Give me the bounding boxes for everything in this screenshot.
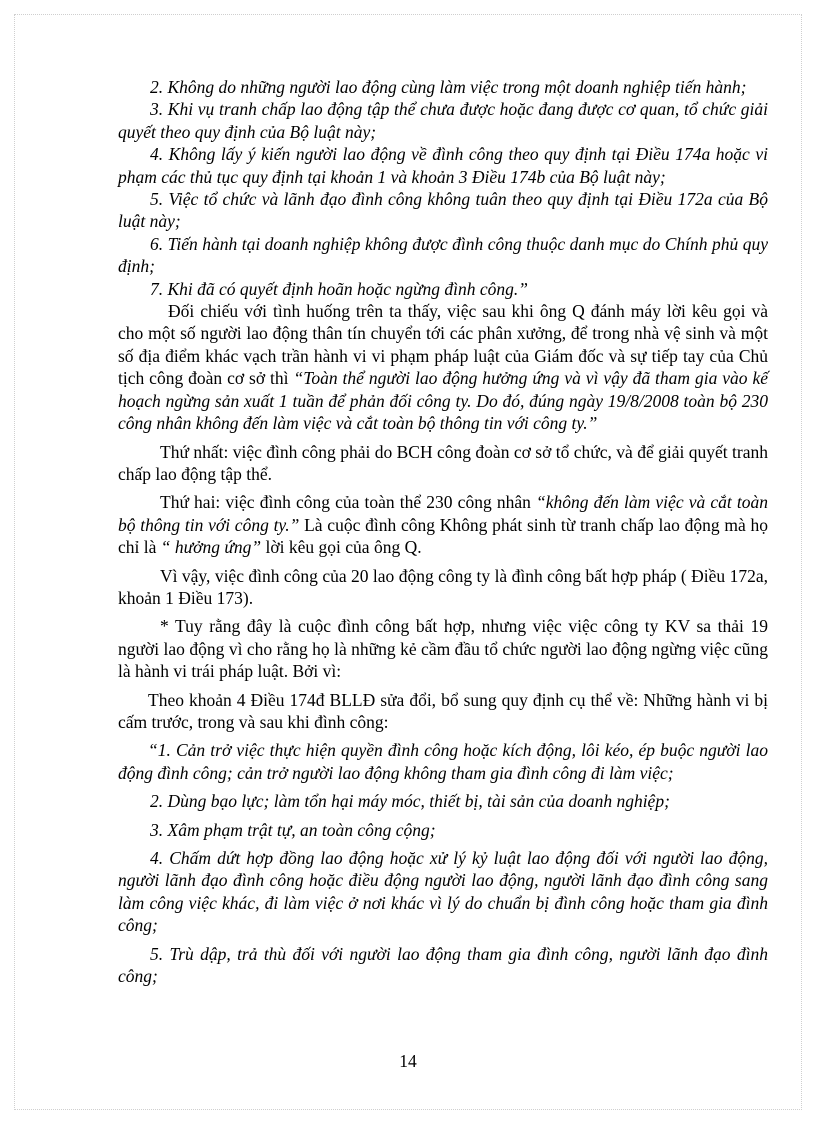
- paragraph: “1. Cản trở việc thực hiện quyền đình công hoặc kích động, lôi kéo, ép buộc người lao động đình công; cản trở người lao động không tham gia đình công đi làm việc;: [118, 740, 768, 783]
- quoted-text: “không đến làm việc và cắt toàn bộ thông tin với công ty.”: [118, 492, 768, 535]
- quoted-text: “ hưởng ứng”: [160, 537, 262, 558]
- paragraph: Theo khoản 4 Điều 174đ BLLĐ sửa đổi, bổ sung quy định cụ thể về: Những hành vi bị cấm trước, trong và sau khi đình công:: [118, 689, 768, 732]
- paragraph: 6. Tiến hành tại doanh nghiệp không được đình công thuộc danh mục do Chính phủ quy định;: [118, 233, 768, 277]
- paragraph: 2. Dùng bạo lực; làm tổn hại máy móc, thiết bị, tài sản của doanh nghiệp;: [150, 791, 670, 812]
- paragraph-text: Thứ hai: việc đình công của toàn thể 230 công nhân: [160, 492, 536, 513]
- document-body: [118, 76, 768, 987]
- paragraph: [118, 491, 768, 558]
- paragraph-text: lời kêu gọi của ông Q.: [261, 537, 422, 558]
- paragraph: 5. Trù dập, trả thù đối với người lao động tham gia đình công, người lãnh đạo đình công;: [118, 943, 768, 987]
- paragraph: 5. Việc tổ chức và lãnh đạo đình công không tuân theo quy định tại Điều 172a của Bộ luật này;: [118, 189, 768, 232]
- paragraph-text: Là cuộc đình công Không phát sinh từ tranh chấp lao động mà họ chỉ là: [118, 514, 768, 558]
- paragraph: 7. Khi đã có quyết định hoãn hoặc ngừng đình công.”: [150, 278, 528, 299]
- paragraph: 4. Không lấy ý kiến người lao động về đình công theo quy định tại Điều 174a hoặc vi phạm các thủ tục quy định tại khoản 1 và khoản 3 Điều 174b của Bộ luật này;: [118, 144, 768, 187]
- paragraph-text: Đối chiếu với tình huống trên ta thấy, việc sau khi ông Q đánh máy lời kêu gọi và cho một số người lao động thân tín chuyển tới các phân xưởng, để trong nhà vệ sinh và một số địa điểm khác vạch trần hành vi vi phạm pháp luật của Giám đốc và sự tiếp tay của Chủ tịch công đoàn cơ sở thì: [118, 301, 768, 389]
- paragraph: * Tuy rằng đây là cuộc đình công bất hợp, nhưng việc việc công ty KV sa thải 19 người lao động vì cho rằng họ là những kẻ cầm đầu tổ chức người lao động ngừng việc cũng là hành vi trái pháp luật. Bởi vì:: [118, 616, 768, 682]
- quoted-text: “Toàn thể người lao động hưởng ứng và vì vậy đã tham gia vào kế hoạch ngừng sản xuất 1 tuần để phản đối công ty. Do đó, đúng ngày 19/8/2008 toàn bộ 230 công nhân không đến làm việc và cắt toàn bộ thông tin với công ty.”: [118, 368, 769, 434]
- paragraph: 3. Xâm phạm trật tự, an toàn công cộng;: [150, 819, 436, 840]
- paragraph: Vì vậy, việc đình công của 20 lao động công ty là đình công bất hợp pháp ( Điều 172a, khoản 1 Điều 173).: [118, 565, 768, 608]
- paragraph: 2. Không do những người lao động cùng làm việc trong một doanh nghiệp tiến hành;: [150, 77, 747, 97]
- page-number: 14: [399, 1051, 417, 1071]
- paragraph: [118, 300, 768, 434]
- paragraph: 3. Khi vụ tranh chấp lao động tập thể chưa được hoặc đang được cơ quan, tổ chức giải quyết theo quy định của Bộ luật này;: [118, 99, 768, 142]
- paragraph: Thứ nhất: việc đình công phải do BCH công đoàn cơ sở tổ chức, và để giải quyết tranh chấp lao động tập thể.: [118, 441, 768, 484]
- paragraph: 4. Chấm dứt hợp đồng lao động hoặc xử lý kỷ luật lao động đối với người lao động, người lãnh đạo đình công hoặc điều động người lao động, người lãnh đạo đình công sang làm công việc khác, đi làm việc ở nơi khác vì lý do chuẩn bị đình công hoặc tham gia đình công;: [118, 848, 768, 936]
